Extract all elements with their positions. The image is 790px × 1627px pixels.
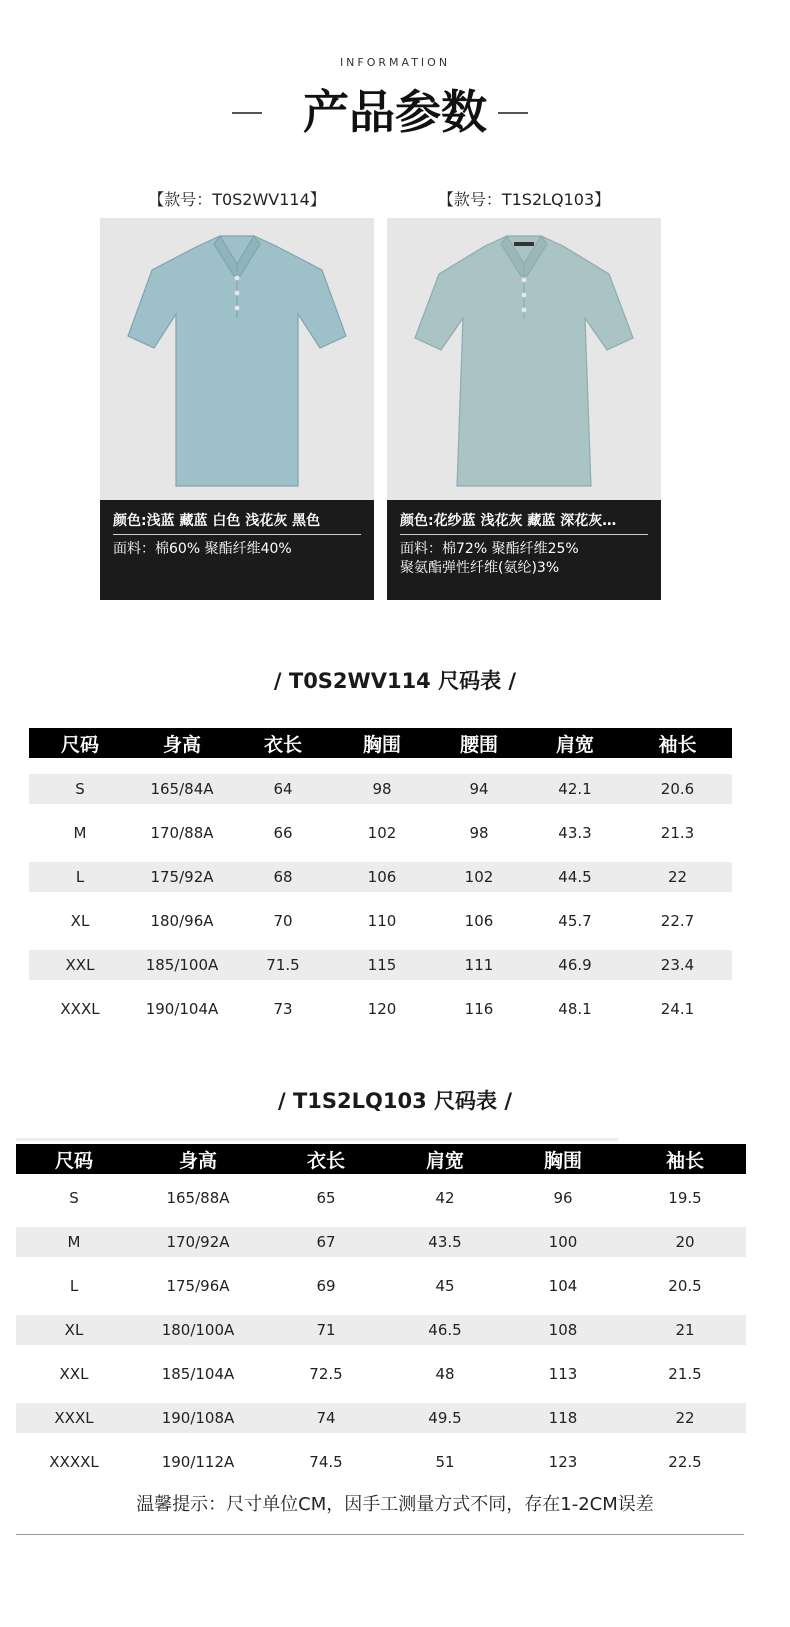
table-cell: 20.6 — [623, 774, 732, 804]
size-table-1-header-row — [29, 728, 732, 758]
size-table-2-header: 肩宽 — [388, 1144, 502, 1174]
table-cell: 104 — [548, 1277, 578, 1295]
table-row — [16, 1447, 746, 1477]
table-cell: 185/100A — [131, 950, 233, 980]
table-cell: 44.5 — [527, 862, 623, 892]
size-table-1-header: 衣长 — [233, 728, 333, 758]
table-cell: XXL — [59, 1365, 89, 1383]
table-row — [29, 818, 732, 848]
product-2-fabric-line1: 面料：棉72% 聚酯纤维25% — [400, 541, 579, 557]
size-table-2-title: / T1S2LQ103 尺码表 / — [277, 1089, 512, 1113]
table-cell: 118 — [502, 1403, 624, 1433]
table-cell: 102 — [367, 824, 397, 842]
table-cell: 20 — [624, 1227, 746, 1257]
page-title: 产品参数 — [303, 85, 487, 139]
table-cell: 180/96A — [150, 912, 214, 930]
size-table-2-header: 身高 — [132, 1144, 264, 1174]
table-gap — [29, 936, 732, 950]
product-2-model-label: 【款号：T1S2LQ103】 — [437, 190, 611, 209]
table-gap — [29, 804, 732, 818]
table-cell: 23.4 — [623, 950, 732, 980]
table-cell: 190/112A — [161, 1453, 235, 1471]
polo-shirt-1-icon — [100, 218, 374, 500]
table-cell: 100 — [502, 1227, 624, 1257]
table-cell: 19.5 — [668, 1189, 702, 1207]
table-cell: 43.3 — [558, 824, 592, 842]
table-cell: S — [69, 1189, 79, 1207]
size-table-2-header: 尺码 — [16, 1144, 132, 1174]
table-cell: 175/92A — [131, 862, 233, 892]
header-subtitle: INFORMATION — [339, 56, 451, 69]
table-cell: 21.3 — [660, 824, 695, 842]
table-cell: 165/84A — [131, 774, 233, 804]
table-cell: 175/96A — [166, 1277, 230, 1295]
size-table-1 — [29, 728, 732, 1024]
table-row — [16, 1315, 746, 1345]
table-cell: 98 — [469, 824, 489, 842]
table-cell: 45 — [435, 1277, 455, 1295]
table-cell: 170/92A — [132, 1227, 264, 1257]
table-row — [16, 1271, 746, 1301]
table-spacer — [29, 758, 732, 774]
table-cell: 170/88A — [150, 824, 214, 842]
table-row — [16, 1183, 746, 1213]
product-2-colors: 颜色:花纱蓝 浅花灰 藏蓝 深花灰… — [400, 513, 617, 529]
product-2-fabric — [400, 540, 655, 578]
table-cell: 22.7 — [660, 912, 695, 930]
table-cell: L — [69, 1277, 79, 1295]
table-gap — [29, 848, 732, 862]
table-cell: XXXL — [16, 1403, 132, 1433]
table-row — [29, 994, 732, 1024]
table-spacer — [16, 1174, 746, 1183]
table-cell: 20.5 — [668, 1277, 702, 1295]
table-cell: 22.5 — [668, 1453, 702, 1471]
table-row — [16, 1359, 746, 1389]
table-cell: XL — [70, 912, 90, 930]
table-cell: 190/108A — [132, 1403, 264, 1433]
table-cell: 24.1 — [660, 1000, 695, 1018]
table-cell: 43.5 — [388, 1227, 502, 1257]
table-row — [16, 1227, 746, 1257]
table-cell: XXXXL — [49, 1453, 99, 1471]
table-cell: 74 — [264, 1403, 388, 1433]
table-gap — [29, 892, 732, 906]
table-gap — [29, 980, 732, 994]
table-cell: 74.5 — [309, 1453, 343, 1471]
table-cell: 71.5 — [233, 950, 333, 980]
table-cell: 49.5 — [388, 1403, 502, 1433]
product-2-card — [387, 218, 661, 600]
table-cell: 94 — [431, 774, 527, 804]
size-table-2 — [16, 1144, 746, 1477]
size-table-1-header: 肩宽 — [527, 728, 623, 758]
bottom-divider — [16, 1534, 744, 1535]
table-cell: 42 — [435, 1189, 455, 1207]
table-gap — [16, 1345, 746, 1359]
table-row — [29, 950, 732, 980]
table-cell: 72.5 — [309, 1365, 343, 1383]
product-2-info-panel — [387, 500, 661, 600]
product-1-divider — [113, 534, 361, 535]
table-cell: 106 — [464, 912, 494, 930]
polo-shirt-2-icon — [387, 218, 661, 500]
table-cell: XXXL — [60, 1000, 100, 1018]
table-cell: 98 — [333, 774, 431, 804]
title-dash-right — [498, 112, 528, 114]
size-table-1-header: 身高 — [131, 728, 233, 758]
size-table-2-header: 衣长 — [264, 1144, 388, 1174]
table-cell: 64 — [233, 774, 333, 804]
product-2-fabric-line2: 聚氨酯弹性纤维(氨纶)3% — [400, 560, 560, 576]
table-cell: 21.5 — [668, 1365, 702, 1383]
table-cell: 66 — [273, 824, 293, 842]
table-gap — [16, 1257, 746, 1271]
measurement-tip: 温馨提示：尺寸单位CM，因手工测量方式不同，存在1-2CM误差 — [136, 1494, 654, 1515]
table-cell: S — [29, 774, 131, 804]
table-cell: XXL — [29, 950, 131, 980]
table-row — [29, 862, 732, 892]
table-cell: L — [29, 862, 131, 892]
table-cell: 46.5 — [388, 1315, 502, 1345]
table-cell: 22 — [624, 1403, 746, 1433]
table-gap — [16, 1301, 746, 1315]
table-gap — [16, 1389, 746, 1403]
product-1-info-panel — [100, 500, 374, 600]
size-table-2-header: 袖长 — [624, 1144, 746, 1174]
product-1-card — [100, 218, 374, 600]
table-cell: 113 — [548, 1365, 578, 1383]
table-cell: 46.9 — [527, 950, 623, 980]
table-gap — [16, 1213, 746, 1227]
table-cell: 96 — [553, 1189, 573, 1207]
table-cell: 106 — [333, 862, 431, 892]
table-cell: 165/88A — [166, 1189, 230, 1207]
table-row — [16, 1403, 746, 1433]
table-cell: 68 — [233, 862, 333, 892]
table-cell: 69 — [316, 1277, 336, 1295]
table-cell: 51 — [435, 1453, 455, 1471]
size-table-1-header: 胸围 — [333, 728, 431, 758]
size-table-1-header: 袖长 — [623, 728, 732, 758]
table-cell: 180/100A — [132, 1315, 264, 1345]
size-table-1-header: 尺码 — [29, 728, 131, 758]
table-cell: XL — [16, 1315, 132, 1345]
table-cell: 45.7 — [558, 912, 592, 930]
table-cell: 70 — [273, 912, 293, 930]
table-cell: 190/104A — [145, 1000, 219, 1018]
table-cell: 48 — [435, 1365, 455, 1383]
table-cell: 73 — [273, 1000, 293, 1018]
size-table-1-header: 腰围 — [431, 728, 527, 758]
table-cell: M — [73, 824, 87, 842]
table-cell: 123 — [548, 1453, 578, 1471]
product-1-model-label: 【款号：T0S2WV114】 — [148, 190, 326, 209]
table-cell: 108 — [502, 1315, 624, 1345]
product-1-fabric — [113, 540, 368, 559]
product-1-fabric-line1: 面料：棉60% 聚酯纤维40% — [113, 541, 292, 557]
table-cell: 111 — [431, 950, 527, 980]
size-table-1-title: / T0S2WV114 尺码表 / — [273, 669, 517, 693]
table-cell: 115 — [333, 950, 431, 980]
table-2-top-strip — [16, 1138, 618, 1141]
table-cell: 21 — [624, 1315, 746, 1345]
title-dash-left — [232, 112, 262, 114]
table-row — [29, 774, 732, 804]
table-cell: 185/104A — [161, 1365, 235, 1383]
table-cell: 102 — [431, 862, 527, 892]
size-table-2-header-row — [16, 1144, 746, 1174]
size-table-2-header: 胸围 — [502, 1144, 624, 1174]
table-cell: 22 — [623, 862, 732, 892]
table-gap — [16, 1433, 746, 1447]
table-cell: 65 — [316, 1189, 336, 1207]
table-cell: 120 — [367, 1000, 397, 1018]
table-cell: 110 — [367, 912, 397, 930]
table-cell: 42.1 — [527, 774, 623, 804]
table-row — [29, 906, 732, 936]
table-cell: 116 — [464, 1000, 494, 1018]
product-1-colors: 颜色:浅蓝 藏蓝 白色 浅花灰 黑色 — [113, 513, 321, 529]
table-cell: M — [16, 1227, 132, 1257]
table-cell: 48.1 — [558, 1000, 592, 1018]
table-cell: 67 — [264, 1227, 388, 1257]
product-2-divider — [400, 534, 648, 535]
table-cell: 71 — [264, 1315, 388, 1345]
